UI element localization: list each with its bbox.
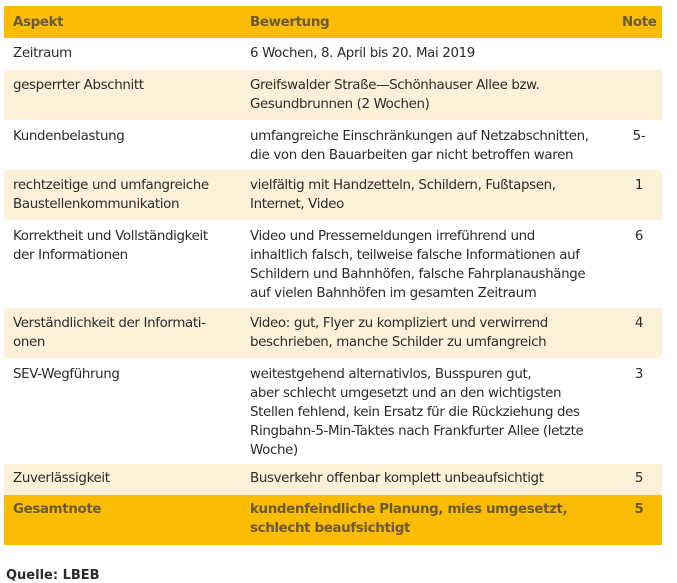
cell-aspekt	[4, 176, 244, 220]
text-line: rechtzeitige und umfangreiche	[13, 178, 209, 193]
table-total-row	[4, 495, 662, 545]
cell-aspekt	[4, 469, 244, 495]
cell-bewertung	[244, 76, 622, 120]
cell-aspekt	[4, 76, 244, 120]
cell-bewertung	[244, 469, 622, 495]
table-header-row	[4, 6, 662, 38]
cell-note: 5-	[632, 129, 646, 144]
text-line: vielfältig mit Handzetteln, Schildern, Fußtapsen,	[250, 178, 556, 193]
text-line: Ringbahn-5-Min-Taktes nach Frankfurter Allee (letzte	[250, 424, 584, 439]
text-line: Verständlichkeit der Informati-	[13, 316, 206, 331]
text-line: onen	[13, 335, 46, 350]
cell-bewertung	[244, 500, 622, 545]
table-row	[4, 70, 662, 120]
cell-aspekt	[4, 365, 244, 464]
table-row	[4, 358, 662, 464]
cell-bewertung	[244, 44, 622, 70]
text-line: Korrektheit und Vollständigkeit	[13, 229, 208, 244]
header-bewertung: Bewertung	[250, 14, 330, 30]
text-line: 6 Wochen, 8. April bis 20. Mai 2019	[250, 46, 475, 61]
text-line: Video und Pressemeldungen irreführend und	[250, 229, 535, 244]
text-line: die von den Bauarbeiten gar nicht betroffen waren	[250, 148, 574, 163]
cell-aspekt	[4, 227, 244, 308]
table-row	[4, 38, 662, 70]
cell-aspekt	[4, 314, 244, 358]
text-line: weitestgehend alternativlos, Busspuren gut,	[250, 367, 532, 382]
cell-note	[622, 44, 662, 70]
cell-aspekt	[4, 44, 244, 70]
cell-note: 6	[634, 229, 644, 244]
cell-note: 4	[634, 316, 644, 331]
text-line: inhaltlich falsch, teilweise falsche Informationen auf	[250, 248, 580, 263]
text-line: Video: gut, Flyer zu kompliziert und verwirrend	[250, 316, 548, 331]
cell-note: 5	[634, 471, 644, 486]
cell-bewertung	[244, 314, 622, 358]
table-row	[4, 308, 662, 358]
text-line: Zeitraum	[13, 46, 72, 61]
text-line: beschrieben, manche Schilder zu umfangreich	[250, 335, 547, 350]
cell-note: 3	[634, 367, 644, 382]
text-line: Schildern und Bahnhöfen, falsche Fahrplanaushänge	[250, 267, 586, 282]
text-line: Zuverlässigkeit	[13, 471, 110, 486]
text-line: Kundenbelastung	[13, 129, 125, 144]
text-line: kundenfeindliche Planung, mies umgesetzt,	[250, 502, 568, 517]
header-note: Note	[622, 14, 657, 30]
cell-bewertung	[244, 127, 622, 170]
rating-table	[4, 6, 662, 545]
text-line: schlecht beaufsichtigt	[250, 521, 411, 536]
cell-bewertung	[244, 227, 622, 308]
table-row	[4, 220, 662, 308]
cell-note: 1	[634, 178, 644, 193]
cell-bewertung	[244, 176, 622, 220]
text-line: SEV-Wegführung	[13, 367, 120, 382]
text-line: Gesundbrunnen (2 Wochen)	[250, 97, 430, 112]
table-row	[4, 170, 662, 220]
text-line: Stellen fehlend, kein Ersatz für die Rückziehung des	[250, 405, 580, 420]
text-line: gesperrter Abschnitt	[13, 78, 144, 93]
header-aspekt: Aspekt	[13, 14, 64, 30]
text-line: Baustellenkommunikation	[13, 197, 180, 212]
table-row	[4, 464, 662, 495]
text-line: aber schlecht umgesetzt und an den wichtigsten	[250, 386, 562, 401]
text-line: der Informationen	[13, 248, 128, 263]
cell-note: 5	[634, 502, 644, 517]
text-line: Gesamtnote	[13, 502, 102, 517]
text-line: Busverkehr offenbar komplett unbeaufsichtigt	[250, 471, 544, 486]
cell-note	[622, 76, 662, 120]
text-line: umfangreiche Einschränkungen auf Netzabschnitten,	[250, 129, 589, 144]
cell-aspekt	[4, 500, 244, 545]
text-line: auf vielen Bahnhöfen im gesamten Zeitraum	[250, 286, 537, 301]
text-line: Greifswalder Straße—Schönhauser Allee bzw.	[250, 78, 540, 93]
cell-aspekt	[4, 127, 244, 170]
cell-bewertung	[244, 365, 622, 464]
text-line: Woche)	[250, 443, 298, 458]
table-row	[4, 120, 662, 170]
text-line: Internet, Video	[250, 197, 344, 212]
source-note: Quelle: LBEB	[6, 568, 100, 583]
